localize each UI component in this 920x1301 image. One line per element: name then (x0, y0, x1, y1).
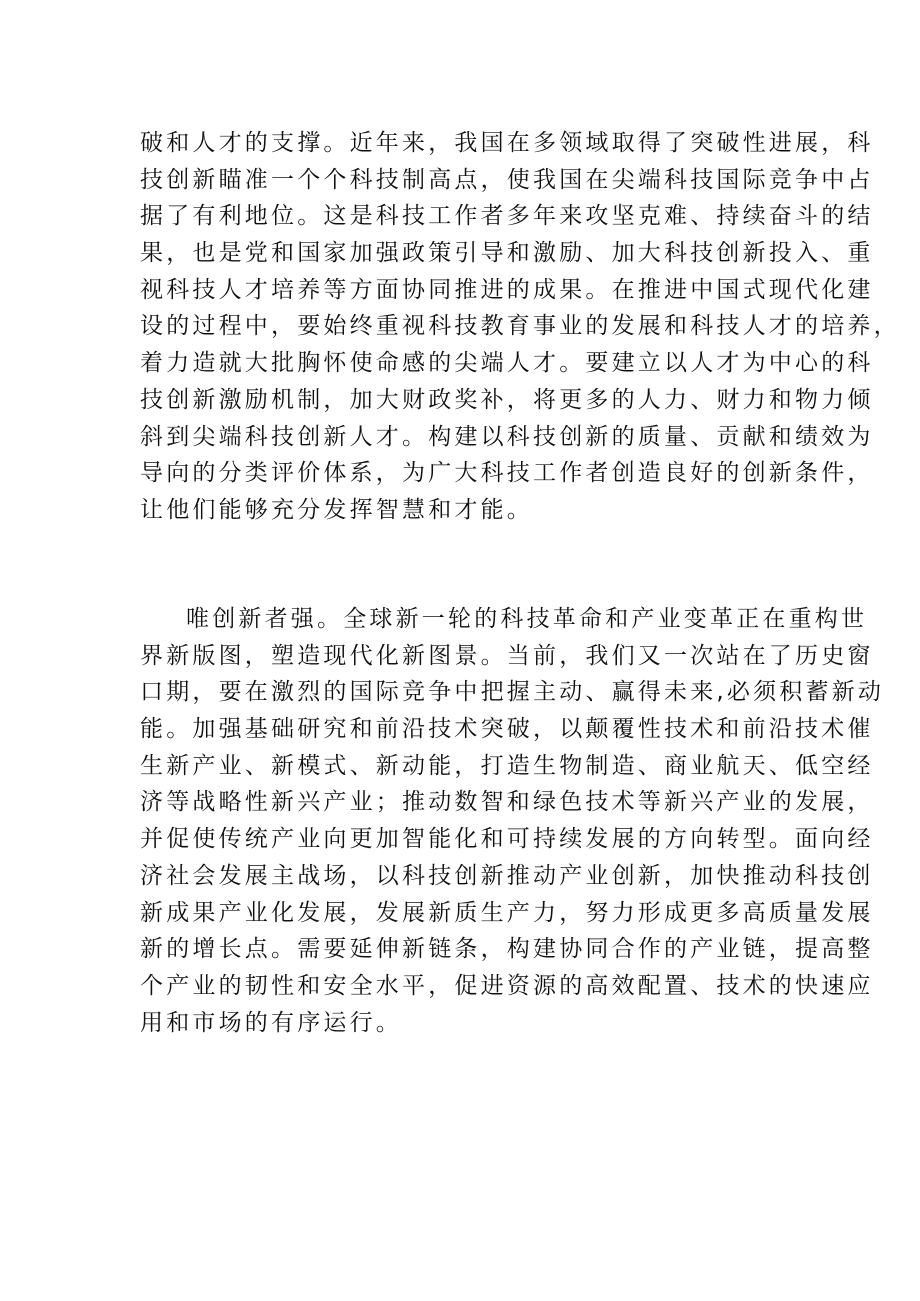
text-line: 个产业的韧性和安全水平，促进资源的高效配置、技术的快速应 (140, 972, 874, 999)
text-line: 并促使传统产业向更加智能化和可持续发展的方向转型。面向经 (140, 826, 874, 853)
text-line: 口期，要在激烈的国际竞争中把握主动、赢得未来,必须积蓄新动 (140, 679, 885, 706)
text-line: 着力造就大批胸怀使命感的尖端人才。要建立以人才为中心的科 (140, 350, 874, 377)
text-line: 界新版图，塑造现代化新图景。当前，我们又一次站在了历史窗 (140, 642, 874, 669)
text-line: 济社会发展主战场，以科技创新推动产业创新，加快推动科技创 (140, 862, 874, 889)
text-line: 视科技人才培养等方面协同推进的成果。在推进中国式现代化建 (140, 276, 874, 303)
text-line-first: 唯创新者强。全球新一轮的科技革命和产业变革正在重构世 (186, 606, 868, 632)
text-line: 技创新瞄准一个个科技制高点，使我国在尖端科技国际竞争中占 (140, 166, 874, 193)
text-line: 破和人才的支撑。近年来，我国在多领域取得了突破性进展，科 (140, 130, 874, 156)
paragraph-2 (140, 601, 885, 1041)
text-line: 设的过程中，要始终重视科技教育事业的发展和科技人才的培养， (140, 313, 900, 340)
text-line: 济等战略性新兴产业；推动数智和绿色技术等新兴产业的发展， (140, 789, 874, 816)
paragraph-1 (140, 125, 900, 529)
text-line: 能。加强基础研究和前沿技术突破，以颠覆性技术和前沿技术催 (140, 716, 874, 743)
text-line: 技创新激励机制，加大财政奖补，将更多的人力、财力和物力倾 (140, 386, 874, 413)
text-line: 新成果产业化发展，发展新质生产力，努力形成更多高质量发展 (140, 899, 874, 926)
text-line: 新的增长点。需要延伸新链条，构建协同合作的产业链，提高整 (140, 936, 874, 963)
text-line: 用和市场的有序运行。 (140, 1009, 402, 1036)
text-line: 导向的分类评价体系，为广大科技工作者创造良好的创新条件， (140, 460, 874, 487)
text-line: 据了有利地位。这是科技工作者多年来攻坚克难、持续奋斗的结 (140, 203, 874, 230)
text-line: 果，也是党和国家加强政策引导和激励、加大科技创新投入、重 (140, 240, 874, 267)
text-line: 斜到尖端科技创新人才。构建以科技创新的质量、贡献和绩效为 (140, 423, 874, 450)
text-line: 生新产业、新模式、新动能，打造生物制造、商业航天、低空经 (140, 752, 874, 779)
text-line: 让他们能够充分发挥智慧和才能。 (140, 496, 533, 523)
